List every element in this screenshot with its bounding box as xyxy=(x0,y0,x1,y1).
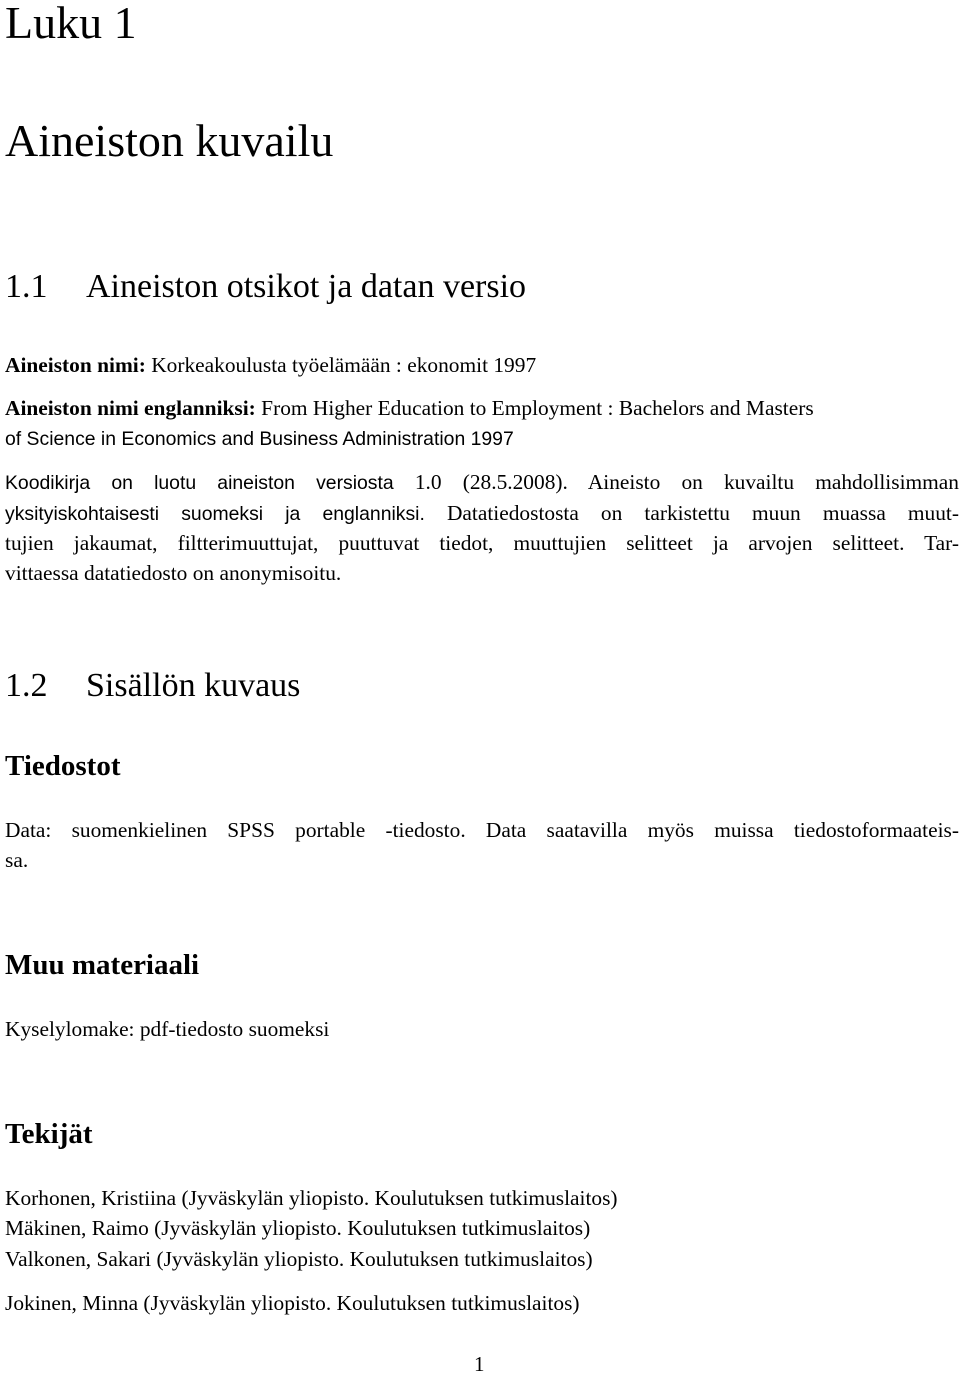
author-item: Valkonen, Sakari (Jyväskylän yliopisto. Koulutuksen tutkimuslaitos) xyxy=(5,1247,593,1271)
other-material-heading: Muu materiaali xyxy=(5,949,200,981)
author-item: Korhonen, Kristiina (Jyväskylän yliopisto. Koulutuksen tutkimuslaitos) xyxy=(5,1186,618,1210)
paragraph-line xyxy=(5,498,959,529)
page-number: 1 xyxy=(474,1352,485,1376)
chapter-title: Aineiston kuvailu xyxy=(5,115,334,166)
paragraph-sans-segment: yksityiskohtaisesti suomeksi ja englanniksi. xyxy=(5,503,425,525)
section-number: 1.1 xyxy=(5,268,48,305)
dataset-name-en-value: From Higher Education to Employment : Bachelors and Masters xyxy=(261,396,814,420)
paragraph-line: tujien jakaumat, filtterimuuttujat, puuttuvat tiedot, muuttujien selitteet ja arvojen selitteet. Tar- xyxy=(5,531,959,555)
section-title: Aineiston otsikot ja datan versio xyxy=(86,268,527,305)
section-heading-1-1 xyxy=(5,268,526,306)
files-heading: Tiedostot xyxy=(5,750,121,782)
dataset-name-en-row xyxy=(5,393,814,423)
dataset-name-en-label: Aineiston nimi englanniksi: xyxy=(5,396,256,420)
paragraph-sans-segment: Koodikirja on luotu aineiston versiosta xyxy=(5,472,394,494)
author-item: Mäkinen, Raimo (Jyväskylän yliopisto. Koulutuksen tutkimuslaitos) xyxy=(5,1216,591,1240)
authors-heading: Tekijät xyxy=(5,1118,93,1150)
paragraph-serif-segment: 1.0 (28.5.2008). Aineisto on kuvailtu mahdollisimman xyxy=(414,470,959,494)
chapter-label: Luku 1 xyxy=(5,0,137,48)
author-item: Jokinen, Minna (Jyväskylän yliopisto. Koulutuksen tutkimuslaitos) xyxy=(5,1291,580,1315)
paragraph-line: vittaessa datatiedosto on anonymisoitu. xyxy=(5,561,342,585)
dataset-name-label: Aineiston nimi: xyxy=(5,353,146,377)
section-title: Sisällön kuvaus xyxy=(86,667,301,704)
dataset-name-row xyxy=(5,350,536,380)
paragraph-line xyxy=(5,467,959,498)
paragraph-serif-segment: Datatiedostosta on tarkistettu muun muassa muut- xyxy=(446,501,959,525)
other-material-line: Kyselylomake: pdf-tiedosto suomeksi xyxy=(5,1017,330,1041)
dataset-name-en-continuation: of Science in Economics and Business Administration 1997 xyxy=(5,428,514,450)
section-number: 1.2 xyxy=(5,667,48,704)
section-heading-1-2 xyxy=(5,667,300,705)
dataset-name-value: Korkeakoulusta työelämään : ekonomit 1997 xyxy=(151,353,537,377)
files-line: Data: suomenkielinen SPSS portable -tiedosto. Data saatavilla myös muissa tiedostoformaateis- xyxy=(5,818,959,842)
files-line: sa. xyxy=(5,848,29,872)
